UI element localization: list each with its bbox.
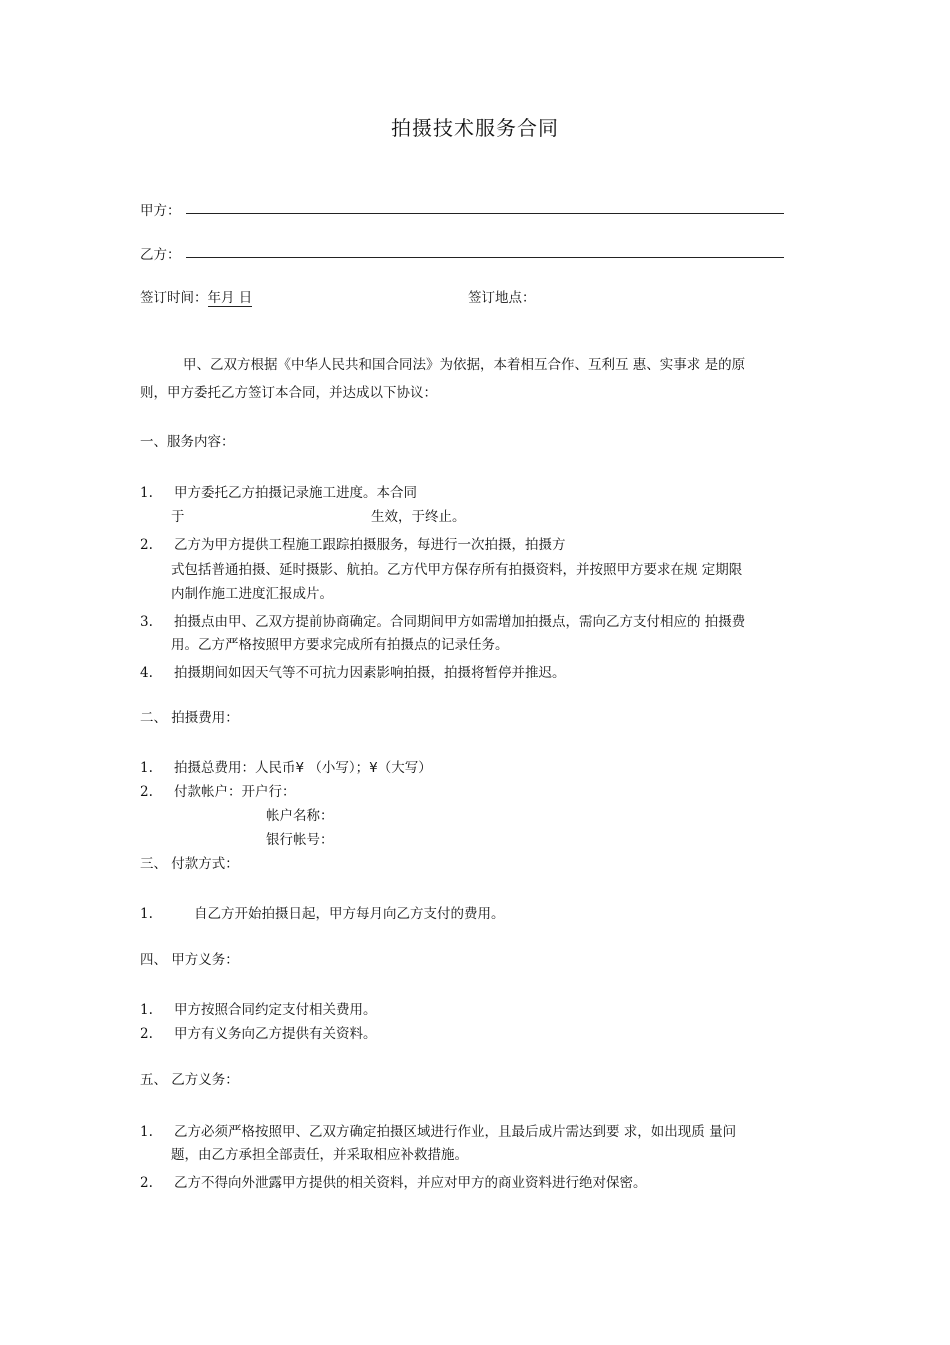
s5-item-1-line2: 题，由乙方承担全部责任，并采取相应补救措施。 <box>171 1147 468 1163</box>
s3-item-1-text: 自乙方开始拍摄日起，甲方每月向乙方支付的费用。 <box>194 906 505 922</box>
account-name-label: 帐户名称： <box>266 808 334 824</box>
section-4-heading: 四、 甲方义务： <box>140 952 239 968</box>
party-a-label: 甲方： <box>140 203 181 219</box>
section-2-heading: 二、 拍摄费用： <box>140 710 239 726</box>
bank-account-label: 银行帐号： <box>266 832 334 848</box>
s4-item-2-text: 甲方有义务向乙方提供有关资料。 <box>174 1026 377 1042</box>
s3-item-1-num: 1. <box>140 906 153 922</box>
s4-item-1-num: 1. <box>140 1002 153 1018</box>
s1-item-3 <box>140 610 745 630</box>
s1-item-4-text: 拍摄期间如因天气等不可抗力因素影响拍摄，拍摄将暂停并推迟。 <box>174 665 566 681</box>
s1-item-2-text: 乙方为甲方提供工程施工跟踪拍摄服务，每进行一次拍摄，拍摄方 <box>174 537 566 553</box>
s4-item-1 <box>140 998 377 1018</box>
s2-item-1-num: 1. <box>140 760 153 776</box>
s2-item-2-text: 付款帐户：开户行： <box>174 784 296 800</box>
s1-item-2-line2: 式包括普通拍摄、延时摄影、航拍。乙方代甲方保存所有拍摄资料，并按照甲方要求在规 定期限 <box>171 562 743 578</box>
section-5-heading: 五、 乙方义务： <box>140 1072 239 1088</box>
s1-item-4-num: 4. <box>140 665 153 681</box>
s5-item-1-text: 乙方必须严格按照甲、乙双方确定拍摄区域进行作业，且最后成片需达到要 求，如出现质 量问 <box>174 1124 737 1140</box>
s4-item-2-num: 2. <box>140 1026 153 1042</box>
s4-item-1-text: 甲方按照合同约定支付相关费用。 <box>174 1002 377 1018</box>
s1-item-4 <box>140 661 566 681</box>
s1-item-3-text: 拍摄点由甲、乙双方提前协商确定。合同期间甲方如需增加拍摄点，需向乙方支付相应的 拍摄费 <box>174 614 746 630</box>
s2-item-1-text: 拍摄总费用：人民币¥ （小写）；¥（大写） <box>174 760 432 776</box>
party-b-label: 乙方： <box>140 247 181 263</box>
sign-time <box>140 286 252 307</box>
s1-item-3-num: 3. <box>140 614 153 630</box>
party-b-field[interactable] <box>186 243 784 258</box>
intro-line-1: 甲、乙双方根据《中华人民共和国合同法》为依据，本着相互合作、互利互 惠、实事求 是的原 <box>183 357 746 373</box>
s1-item-1-num: 1. <box>140 485 153 501</box>
sign-place-label: 签订地点： <box>468 290 536 306</box>
s1-item-2-num: 2. <box>140 537 153 553</box>
party-a-line <box>140 199 181 219</box>
party-a-field[interactable] <box>186 199 784 214</box>
document-title: 拍摄技术服务合同 <box>391 116 559 140</box>
s1-item-2 <box>140 533 566 553</box>
s5-item-2-num: 2. <box>140 1175 153 1191</box>
s1-item-2-line3: 内制作施工进度汇报成片。 <box>171 586 333 602</box>
s5-item-1-num: 1. <box>140 1124 153 1140</box>
s2-item-2 <box>140 780 296 800</box>
s5-item-2-text: 乙方不得向外泄露甲方提供的相关资料，并应对甲方的商业资料进行绝对保密。 <box>174 1175 647 1191</box>
s5-item-2 <box>140 1171 647 1191</box>
s1-item-1 <box>140 481 417 501</box>
party-b-line <box>140 243 181 263</box>
s3-item-1 <box>140 902 505 922</box>
s1-item-1-line2a: 于 <box>171 509 185 525</box>
s1-item-1-line2b: 生效，于终止。 <box>371 509 466 525</box>
s2-item-1 <box>140 756 432 776</box>
s2-item-2-num: 2. <box>140 784 153 800</box>
s1-item-3-line2: 用。乙方严格按照甲方要求完成所有拍摄点的记录任务。 <box>171 637 509 653</box>
sign-time-label: 签订时间： <box>140 290 208 306</box>
s5-item-1 <box>140 1120 736 1140</box>
s4-item-2 <box>140 1022 377 1042</box>
s1-item-1-text: 甲方委托乙方拍摄记录施工进度。本合同 <box>174 485 417 501</box>
section-3-heading: 三、 付款方式： <box>140 856 239 872</box>
section-1-heading: 一、服务内容： <box>140 434 235 450</box>
intro-line-2: 则，甲方委托乙方签订本合同，并达成以下协议： <box>140 385 437 401</box>
sign-time-value: 年月 日 <box>208 286 253 307</box>
